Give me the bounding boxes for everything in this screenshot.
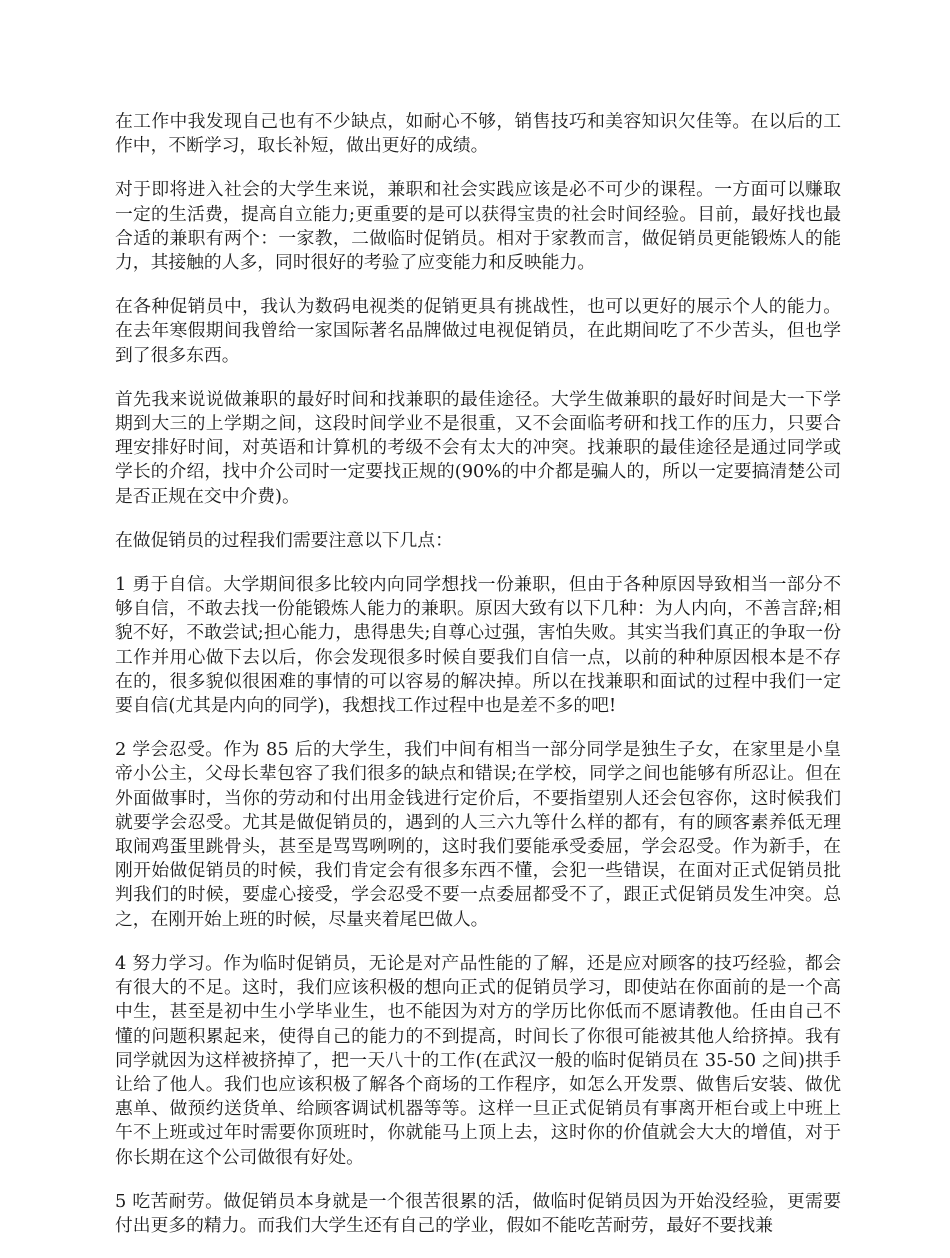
paragraph-point-confidence: 1 勇于自信。大学期间很多比较内向同学想找一份兼职，但由于各种原因导致相当一部分不够自信，不敢去找一份能锻炼人能力的兼职。原因大致有以下几种：为人内向，不善言辞;相貌不好，不敢尝试;担心能力，患得患失;自尊心过强，害怕失败。其实当我们真正的争取一份工作并用心做下去以后，你会发现很多时候自要我们自信一点，以前的种种原因根本是不存在的，很多貌似很困难的事情的可以容易的解决掉。所以在找兼职和面试的过程中我们一定要自信(尤其是内向的同学)，我想找工作过程中也是差不多的吧! [115,574,841,717]
paragraph-part-time-intro: 对于即将进入社会的大学生来说，兼职和社会实践应该是必不可少的课程。一方面可以赚取一定的生活费，提高自立能力;更重要的是可以获得宝贵的社会时间经验。目前，最好找也最合适的兼职有两个：一家教，二做临时促销员。相对于家教而言，做促销员更能锻炼人的能力，其接触的人多，同时很好的考验了应变能力和反映能力。 [115,179,841,274]
paragraph-point-endurance: 2 学会忍受。作为 85 后的大学生，我们中间有相当一部分同学是独生子女，在家里是小皇帝小公主，父母长辈包容了我们很多的缺点和错误;在学校，同学之间也能够有所忍让。但在外面做事时，当你的劳动和付出用金钱进行定价后，不要指望别人还会包容你，这时候我们就要学会忍受。尤其是做促销员的，遇到的人三六九等什么样的都有，有的顾客素养低无理取闹鸡蛋里跳骨头，甚至是骂骂咧咧的，这时我们要能承受委屈，学会忍受。作为新手，在刚开始做促销员的时候，我们肯定会有很多东西不懂，会犯一些错误，在面对正式促销员批判我们的时候，要虚心接受，学会忍受不要一点委屈都受不了，跟正式促销员发生冲突。总之，在刚开始上班的时候，尽量夹着尾巴做人。 [115,739,841,930]
paragraph-point-hard-work: 5 吃苦耐劳。做促销员本身就是一个很苦很累的活，做临时促销员因为开始没经验，更需要付出更多的精力。而我们大学生还有自己的学业，假如不能吃苦耐劳，最好不要找兼 [115,1190,841,1236]
document-body [115,110,841,1258]
paragraph-best-time-and-way: 首先我来说说做兼职的最好时间和找兼职的最佳途径。大学生做兼职的最好时间是大一下学期到大三的上学期之间，这段时间学业不是很重，又不会面临考研和找工作的压力，只要合理安排好时间，对英语和计算机的考级不会有太大的冲突。找兼职的最佳途径是通过同学或学长的介绍，找中介公司时一定要找正规的(90%的中介都是骗人的，所以一定要搞清楚公司是否正规在交中介费)。 [115,388,841,507]
paragraph-points-intro: 在做促销员的过程我们需要注意以下几点： [115,529,453,551]
paragraph-digital-tv-promotion: 在各种促销员中，我认为数码电视类的促销更具有挑战性，也可以更好的展示个人的能力。在去年寒假期间我曾给一家国际著名品牌做过电视促销员，在此期间吃了不少苦头，但也学到了很多东西。 [115,296,841,366]
paragraph-point-study: 4 努力学习。作为临时促销员，无论是对产品性能的了解，还是应对顾客的技巧经验，都会有很大的不足。这时，我们应该积极的想向正式的促销员学习，即使站在你面前的是一个高中生，甚至是初中生小学毕业生，也不能因为对方的学历比你低而不愿请教他。任由自己不懂的问题积累起来，使得自己的能力的不到提高，时间长了你很可能被其他人给挤掉。我有同学就因为这样被挤掉了，把一天八十的工作(在武汉一般的临时促销员在 35-50 之间)拱手让给了他人。我们也应该积极了解各个商场的工作程序，如怎么开发票、做售后安装、做优惠单、做预约送货单、给顾客调试机器等等。这样一旦正式促销员有事离开柜台或上中班上午不上班或过年时需要你顶班时，你就能马上顶上去，这时你的价值就会大大的增值，对于你长期在这个公司做很有好处。 [115,952,841,1168]
paragraph-weaknesses: 在工作中我发现自己也有不少缺点，如耐心不够，销售技巧和美容知识欠佳等。在以后的工作中，不断学习，取长补短，做出更好的成绩。 [115,111,841,157]
